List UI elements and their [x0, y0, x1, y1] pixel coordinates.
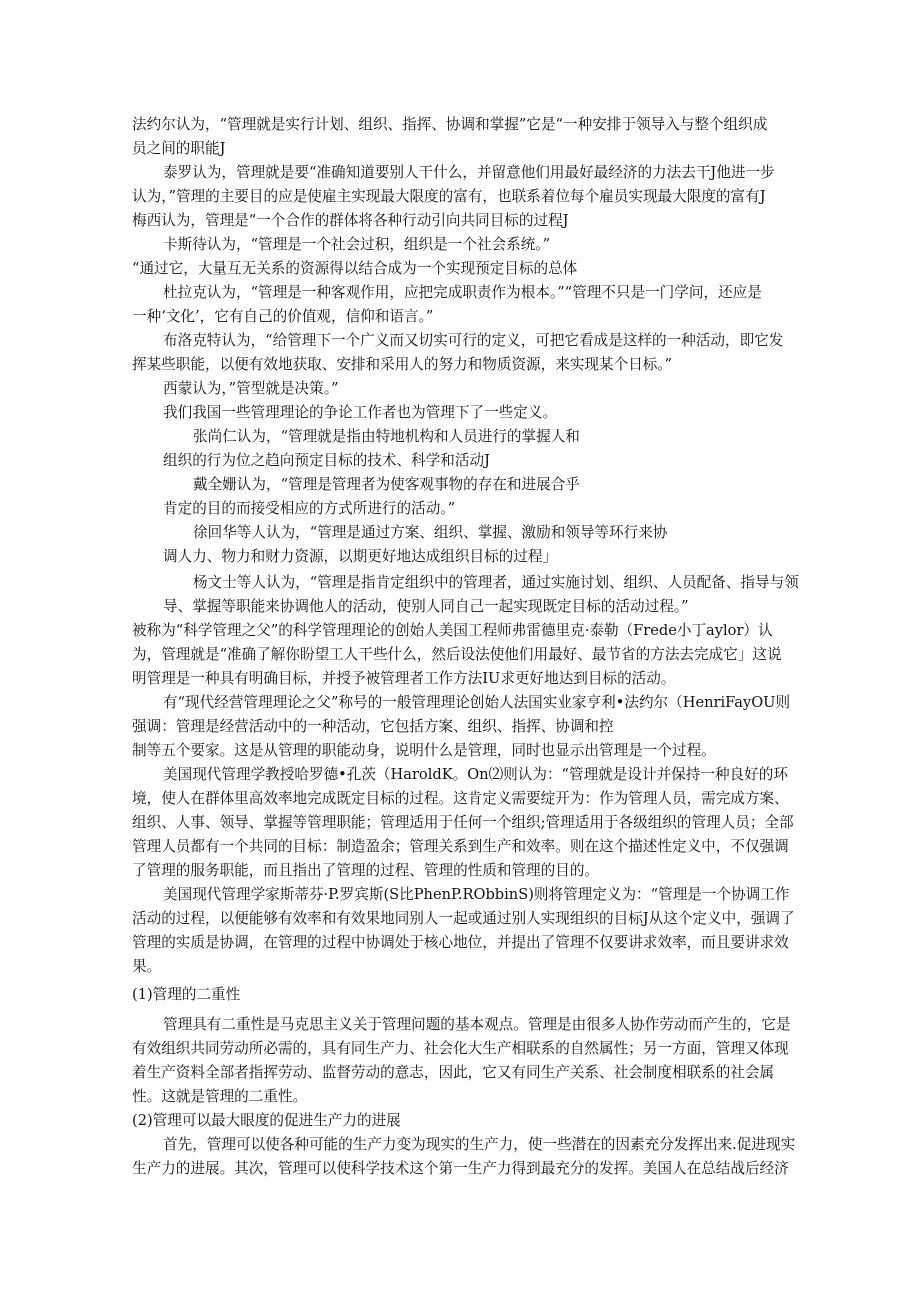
- text-line: 首先，管理可以使各种可能的生产力变为现实的生产力，使一些潜在的因素充分发挥出来.促进现实: [163, 1136, 796, 1153]
- text-line: 管理具有二重性是马克思主义关于管理问题的基本观点。管理是由很多人协作劳动而产生的，它是: [163, 1016, 791, 1033]
- text-line: 认为，”管理的主要目的应是使雇主实现最大限度的富有，也联系着位每个雇员实现最大限度的富有J: [132, 188, 766, 205]
- text-line: 被称为“科学管理之父”的科学管理理论的创始人美国工程师弗雷德里克·泰勒（Frede小丁aylor）认: [132, 622, 773, 639]
- text-line: 员之间的职能J: [132, 140, 226, 157]
- text-line: 性。这就是管理的二重性。: [132, 1088, 308, 1105]
- text-line: “通过它，大量互无关系的资源得以结合成为一个实现预定目标的总体: [132, 260, 578, 277]
- text-line: 强调：管理是经营活动中的一种活动，它包括方案、组织、指挥、协调和控: [132, 718, 614, 735]
- text-line: 西蒙认为，”管型就是决策。”: [163, 380, 339, 397]
- text-line: 杜拉克认为，“管理是一种客观作用，应把完成职责作为根本。”“管理不只是一门学问，还应是: [163, 284, 762, 301]
- text-line: 为，管理就是“准确了解你盼望工人干些什么，然后设法使他们用最好、最节省的方法去完成它」这说: [132, 646, 782, 663]
- text-line: 导、掌握等职能来协调他人的活动，使别人同自己一起实现既定目标的活动过程。”: [163, 598, 689, 615]
- text-line: 制等五个要家。这是从管理的职能动身，说明什么是管理，同时也显示出管理是一个过程。: [132, 742, 716, 759]
- text-line: 境，使人在群体里高效率地完成既定目标的过程。这肯定义需要绽开为：作为管理人员，需完成方案、: [132, 790, 789, 807]
- text-line: 组织的行为位之趋向预定目标的技术、科学和活动J: [163, 452, 490, 469]
- text-line: 果。: [132, 958, 162, 975]
- text-line: 了管理的服务职能，而且指出了管理的过程、管理的性质和管理的目的。: [132, 862, 600, 879]
- text-line: 一种‘文化’，它有自己的价值观，信仰和语言。”: [132, 308, 434, 325]
- text-line: 肯定的目的而接受相应的方式所进行的活动。”: [163, 500, 456, 517]
- text-line: 我们我国一些管理理论的争论工作者也为管理下了一些定义。: [163, 404, 558, 421]
- text-line: 徐回华等人认为，“管理是通过方案、组织、掌握、激励和领导等环行来协: [193, 524, 668, 541]
- text-line: 挥某些职能，以便有效地获取、安排和采用人的努力和物质资源，来实现某个日标。”: [132, 356, 673, 373]
- text-line: 张尚仁认为，“管理就是指由特地机构和人员进行的掌握人和: [193, 428, 580, 445]
- text-line: 泰罗认为，管理就是要“准确知道要别人干什么，并留意他们用最好最经济的力法去干J他进一步: [163, 164, 775, 181]
- text-line: 戴全姗认为，“管理是管理者为使客观事物的存在和进展合乎: [193, 476, 580, 493]
- text-line: 管理的实质是协调，在管理的过程中协调处于核心地位，并提出了管理不仅要讲求效率，而且要讲求效: [132, 934, 789, 951]
- section-heading: (1)管理的二重性: [132, 986, 241, 1003]
- text-line: 明管理是一种具有明确目标，并授予被管理者工作方法IU求更好地达到目标的活动。: [132, 670, 676, 687]
- text-line: 生产力的进展。其次，管理可以使科学技术这个第一生产力得到最充分的发挥。美国人在总结战后经济: [132, 1160, 789, 1177]
- text-line: 卡斯待认为，“管理是一个社会过积，组织是一个社会系统。”: [163, 236, 551, 253]
- text-line: 美国现代管理学家斯蒂芬·P.罗宾斯(S比PhenP.RObbinS)则将管理定义为：“管理是一个协调工作: [163, 886, 790, 903]
- text-line: 布洛克特认为，“给管理下一个广义而又切实可行的定义，可把它看成是这样的一种活动，即它发: [163, 332, 784, 349]
- text-line: 着生产资料全部者指挥劳动、监督劳动的意志，因此，它又有同生产关系、社会制度相联系的社会属: [132, 1064, 775, 1081]
- text-line: 美国现代管理学教授哈罗德•孔茨（HaroldK。On⑵则认为：“管理就是设计并保持一种良好的环: [163, 766, 788, 783]
- text-line: 组织、人事、领导、掌握等管理职能；管理适用于任何一个组织;管理适用于各级组织的管理人员；全部: [132, 814, 794, 831]
- text-line: 杨文士等人认为，“管理是指肯定组织中的管理者，通过实施讨划、组织、人员配备、指导与领: [193, 574, 799, 591]
- text-line: 法约尔认为，“管理就是实行计划、组织、指挥、协调和掌握”它是“一种安排于领导入与整个组织成: [132, 116, 768, 133]
- text-line: 管理人员都有一个共同的目标：制造盈余；管理关系到生产和效率。则在这个描述性定义中，不仅强调: [132, 838, 789, 855]
- text-line: 梅西认为，管理是“一个合作的群体将各种行动引向共同目标的过程J: [132, 212, 569, 229]
- section-heading: (2)管理可以最大眼度的促进生产力的进展: [132, 1112, 401, 1129]
- text-line: 有效组织共同劳动所必需的，具有同生产力、社会化大生产相联系的自然属性；另一方面，管理又体现: [132, 1040, 789, 1057]
- text-line: 活动的过程，以便能够有效率和有效果地同别人一起或通过别人实现组织的目标J从这个定义中，强调了: [132, 910, 795, 927]
- text-line: 调人力、物力和财力资源，以期更好地达成组织目标的过程」: [163, 548, 558, 565]
- text-line: 有“现代经营管理理论之父”称号的一般管理理论创始人法国实业家亨利•法约尔（HenriFayOU则: [163, 694, 791, 711]
